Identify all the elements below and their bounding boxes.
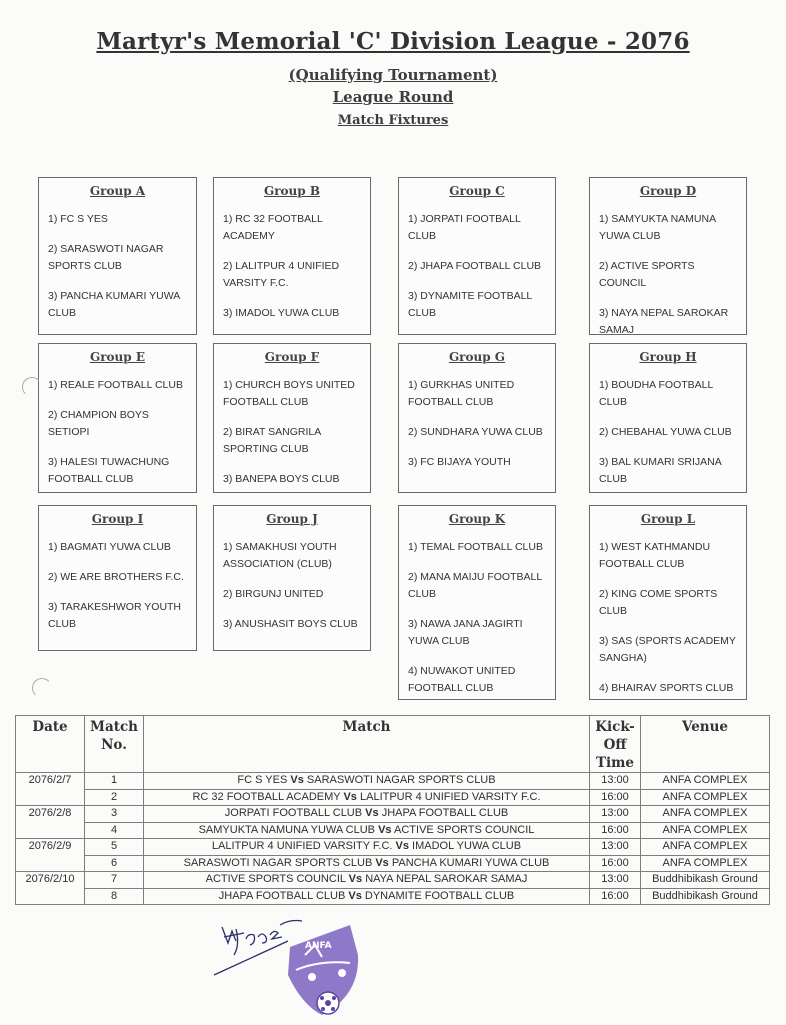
match-teams — [144, 773, 590, 790]
group-box-f — [213, 343, 371, 493]
fixture-row — [16, 839, 770, 856]
vs-label: Vs — [365, 807, 379, 820]
match-number: 7 — [85, 872, 144, 889]
away-team: SARASWOTI NAGAR SPORTS CLUB — [306, 774, 496, 787]
fixture-row — [16, 822, 770, 839]
group-heading: Group E — [89, 350, 145, 364]
venue: ANFA COMPLEX — [641, 789, 770, 806]
team-entry: 3) SAS (SPORTS ACADEMY SANGHA) — [599, 635, 736, 664]
team-entry: 1) GURKHAS UNITED FOOTBALL CLUB — [408, 379, 515, 408]
team-entry: 2) CHEBAHAL YUWA CLUB — [599, 426, 732, 438]
column-header-match-no: Match No. — [85, 716, 144, 773]
team-entry: 3) HALESI TUWACHUNG FOOTBALL CLUB — [48, 456, 170, 485]
away-team: LALITPUR 4 UNIFIED VARSITY F.C. — [360, 790, 541, 803]
group-heading: Group F — [264, 350, 320, 364]
group-heading: Group I — [91, 512, 144, 526]
group-box-l — [589, 505, 747, 700]
venue: Buddhibikash Ground — [641, 888, 770, 905]
away-team: ACTIVE SPORTS COUNCIL — [394, 823, 535, 836]
team-entry: 1) SAMYUKTA NAMUNA YUWA CLUB — [599, 213, 716, 242]
team-entry: 1) JORPATI FOOTBALL CLUB — [408, 213, 521, 242]
team-entry: 2) SUNDHARA YUWA CLUB — [408, 426, 543, 438]
venue: ANFA COMPLEX — [641, 806, 770, 823]
group-box-j — [213, 505, 371, 651]
fixtures-body — [16, 773, 770, 905]
group-heading: Group J — [266, 512, 318, 526]
home-team: SARASWOTI NAGAR SPORTS CLUB — [183, 856, 373, 869]
team-entry: 3) ANUSHASIT BOYS CLUB — [223, 618, 358, 630]
team-entry: 1) RC 32 FOOTBALL ACADEMY — [223, 213, 323, 242]
match-number: 1 — [85, 773, 144, 790]
team-entry: 2) KING COME SPORTS CLUB — [599, 588, 718, 617]
venue: Buddhibikash Ground — [641, 872, 770, 889]
team-entry: 1) BOUDHA FOOTBALL CLUB — [599, 379, 713, 408]
group-box-c — [398, 177, 556, 335]
team-entry: 3) BAL KUMARI SRIJANA CLUB — [599, 456, 722, 485]
team-entry: 2) ACTIVE SPORTS COUNCIL — [599, 260, 695, 289]
group-box-i — [38, 505, 197, 651]
column-header-venue: Venue — [641, 716, 770, 773]
round-heading: League Round — [332, 88, 454, 106]
anfa-stamp-icon — [288, 925, 358, 1015]
team-entry: 1) SAMAKHUSI YOUTH ASSOCIATION (CLUB) — [223, 541, 337, 570]
home-team: LALITPUR 4 UNIFIED VARSITY F.C. — [211, 840, 393, 853]
group-heading: Group B — [263, 184, 320, 198]
fixture-date: 2076/2/7 — [16, 773, 85, 806]
vs-label: Vs — [343, 790, 357, 803]
fixture-date: 2076/2/9 — [16, 839, 85, 872]
team-entry: 1) FC S YES — [48, 213, 108, 225]
vs-label: Vs — [378, 823, 392, 836]
away-team: JHAPA FOOTBALL CLUB — [381, 807, 509, 820]
team-entry: 3) TARAKESHWOR YOUTH CLUB — [48, 601, 182, 630]
match-number: 6 — [85, 855, 144, 872]
column-header-kickoff: Kick-Off Time — [590, 716, 641, 773]
match-number: 4 — [85, 822, 144, 839]
group-box-b — [213, 177, 371, 335]
home-team: ACTIVE SPORTS COUNCIL — [205, 873, 346, 886]
fixture-row — [16, 806, 770, 823]
away-team: NAYA NEPAL SAROKAR SAMAJ — [365, 873, 528, 886]
team-entry: 1) CHURCH BOYS UNITED FOOTBALL CLUB — [223, 379, 355, 408]
away-team: IMADOL YUWA CLUB — [412, 840, 522, 853]
team-entry: 2) SARASWOTI NAGAR SPORTS CLUB — [48, 243, 164, 272]
signature-and-stamp — [210, 915, 370, 1025]
fixture-row — [16, 872, 770, 889]
match-number: 3 — [85, 806, 144, 823]
home-team: JORPATI FOOTBALL CLUB — [224, 807, 363, 820]
team-entry: 3) NAYA NEPAL SAROKAR SAMAJ — [599, 307, 729, 336]
fixture-row — [16, 888, 770, 905]
match-teams — [144, 855, 590, 872]
group-heading: Group D — [639, 184, 697, 198]
match-teams — [144, 872, 590, 889]
match-teams — [144, 839, 590, 856]
kickoff-time: 16:00 — [590, 888, 641, 905]
team-entry: 3) BANEPA BOYS CLUB — [223, 473, 340, 485]
team-entry: 1) BAGMATI YUWA CLUB — [48, 541, 171, 553]
fixture-date: 2076/2/8 — [16, 806, 85, 839]
team-entry: 3) PANCHA KUMARI YUWA CLUB — [48, 290, 180, 319]
fixture-row — [16, 789, 770, 806]
away-team: DYNAMITE FOOTBALL CLUB — [364, 889, 515, 902]
home-team: JHAPA FOOTBALL CLUB — [218, 889, 346, 902]
fixtures-table — [15, 715, 770, 905]
team-entry: 2) JHAPA FOOTBALL CLUB — [408, 260, 542, 272]
group-heading: Group H — [639, 350, 697, 364]
fixtures-header-row — [16, 716, 770, 773]
group-box-d — [589, 177, 747, 335]
team-entry: 4) NUWAKOT UNITED FOOTBALL CLUB — [408, 665, 516, 694]
match-number: 8 — [85, 888, 144, 905]
venue: ANFA COMPLEX — [641, 822, 770, 839]
away-team: PANCHA KUMARI YUWA CLUB — [391, 856, 550, 869]
team-entry: 3) FC BIJAYA YOUTH — [408, 456, 511, 468]
document-subtitle: (Qualifying Tournament) — [288, 66, 498, 84]
group-box-k — [398, 505, 556, 700]
kickoff-time: 16:00 — [590, 822, 641, 839]
match-teams — [144, 888, 590, 905]
team-entry: 1) REALE FOOTBALL CLUB — [48, 379, 183, 391]
group-box-e — [38, 343, 197, 493]
group-heading: Group C — [449, 184, 505, 198]
group-heading: Group K — [448, 512, 506, 526]
team-entry: 2) WE ARE BROTHERS F.C. — [48, 571, 184, 583]
venue: ANFA COMPLEX — [641, 855, 770, 872]
match-number: 2 — [85, 789, 144, 806]
match-teams — [144, 789, 590, 806]
team-entry: 1) WEST KATHMANDU FOOTBALL CLUB — [599, 541, 711, 570]
venue: ANFA COMPLEX — [641, 839, 770, 856]
group-box-h — [589, 343, 747, 493]
kickoff-time: 13:00 — [590, 872, 641, 889]
group-box-a — [38, 177, 197, 335]
venue: ANFA COMPLEX — [641, 773, 770, 790]
kickoff-time: 13:00 — [590, 773, 641, 790]
vs-label: Vs — [375, 856, 389, 869]
home-team: SAMYUKTA NAMUNA YUWA CLUB — [198, 823, 376, 836]
fixture-row — [16, 773, 770, 790]
team-entry: 2) CHAMPION BOYS SETIOPI — [48, 409, 149, 438]
svg-text:ANFA: ANFA — [305, 941, 332, 951]
column-header-match: Match — [144, 716, 590, 773]
team-entry: 3) NAWA JANA JAGIRTI YUWA CLUB — [408, 618, 523, 647]
match-teams — [144, 806, 590, 823]
team-entry: 4) BHAIRAV SPORTS CLUB — [599, 682, 734, 694]
team-entry: 1) TEMAL FOOTBALL CLUB — [408, 541, 543, 553]
match-number: 5 — [85, 839, 144, 856]
punch-hole-mark — [22, 377, 42, 397]
match-teams — [144, 822, 590, 839]
punch-hole-mark — [32, 678, 52, 698]
group-heading: Group L — [640, 512, 696, 526]
fixture-date: 2076/2/10 — [16, 872, 85, 905]
team-entry: 2) LALITPUR 4 UNIFIED VARSITY F.C. — [223, 260, 340, 289]
kickoff-time: 16:00 — [590, 855, 641, 872]
kickoff-time: 13:00 — [590, 839, 641, 856]
group-heading: Group A — [89, 184, 146, 198]
team-entry: 2) BIRGUNJ UNITED — [223, 588, 324, 600]
group-heading: Group G — [448, 350, 506, 364]
team-entry: 2) MANA MAIJU FOOTBALL CLUB — [408, 571, 542, 600]
vs-label: Vs — [290, 774, 304, 787]
document-title: Martyr's Memorial 'C' Division League - 2076 — [96, 28, 690, 55]
vs-label: Vs — [348, 873, 363, 886]
home-team: RC 32 FOOTBALL ACADEMY — [192, 790, 341, 803]
section-heading: Match Fixtures — [337, 113, 449, 128]
vs-label: Vs — [395, 840, 409, 853]
column-header-date: Date — [16, 716, 85, 773]
group-box-g — [398, 343, 556, 493]
kickoff-time: 13:00 — [590, 806, 641, 823]
team-entry: 3) DYNAMITE FOOTBALL CLUB — [408, 290, 532, 319]
team-entry: 3) IMADOL YUWA CLUB — [223, 307, 340, 319]
vs-label: Vs — [348, 889, 362, 902]
fixture-row — [16, 855, 770, 872]
home-team: FC S YES — [237, 774, 288, 787]
kickoff-time: 16:00 — [590, 789, 641, 806]
team-entry: 2) BIRAT SANGRILA SPORTING CLUB — [223, 426, 321, 455]
